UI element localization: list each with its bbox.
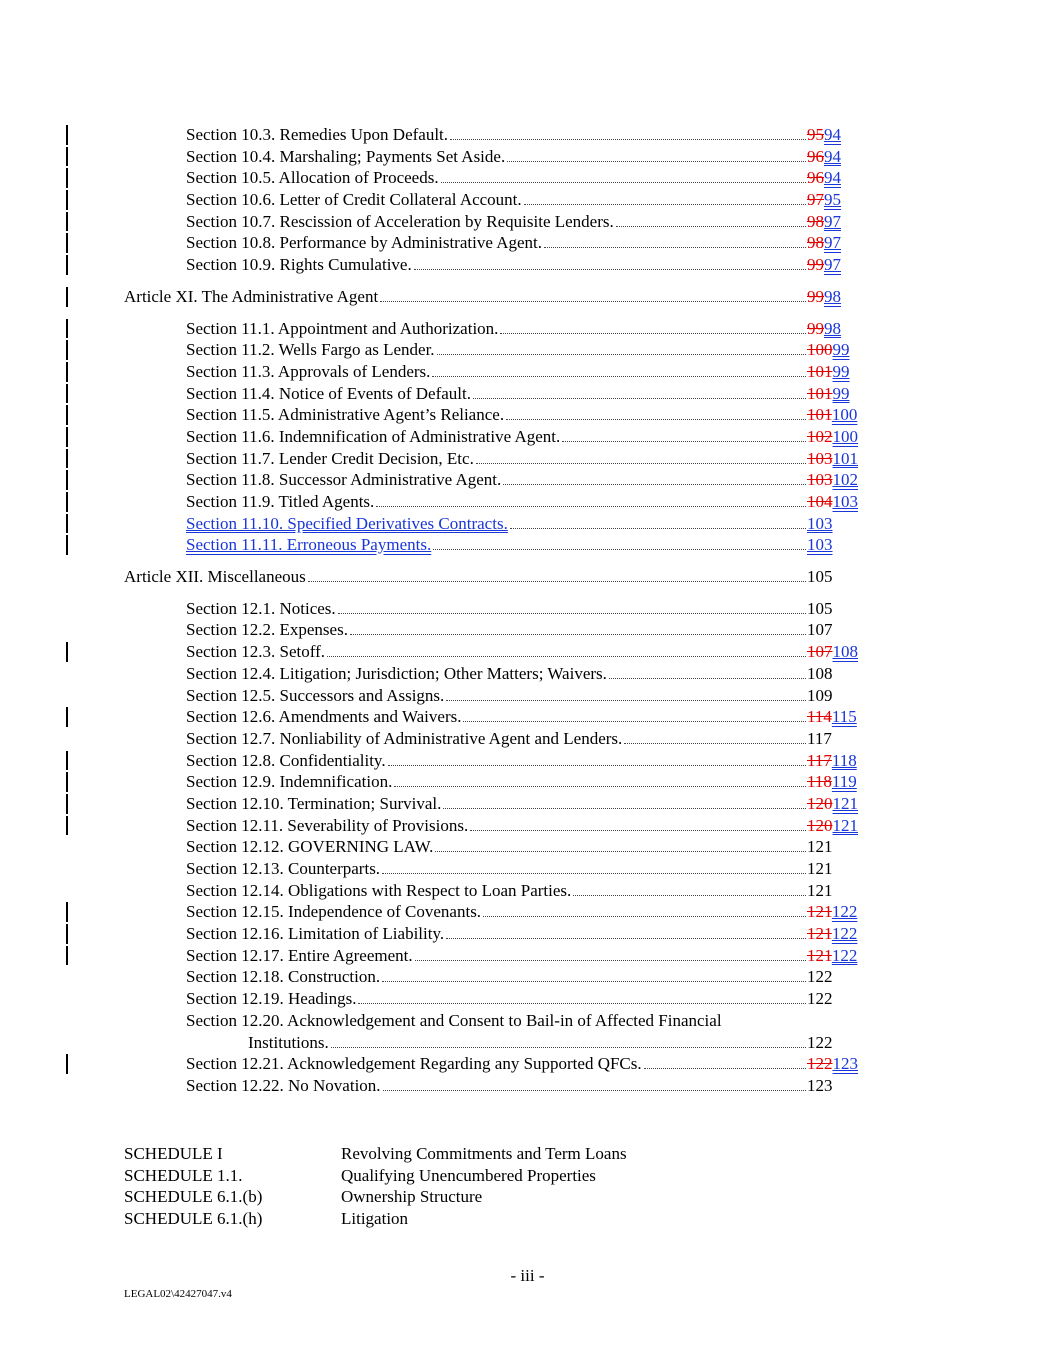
dot-leader	[443, 808, 806, 809]
inserted-page-number: 99	[832, 340, 850, 360]
dot-leader	[473, 398, 806, 399]
toc-section-row[interactable]	[0, 836, 1055, 858]
deleted-page-number: 96	[807, 146, 824, 166]
toc-entry-label: Section 10.8. Performance by Administrative Agent.	[186, 233, 542, 253]
toc-section-row[interactable]	[0, 1010, 1055, 1053]
change-bar	[66, 427, 68, 447]
toc-entry-label: Section 12.19. Headings.	[186, 989, 357, 1009]
change-bar	[66, 405, 68, 425]
toc-article-row[interactable]	[0, 566, 1055, 588]
schedule-code: SCHEDULE 6.1.(h)	[124, 1209, 263, 1229]
toc-page-number	[807, 793, 858, 815]
inserted-page-number: 94	[824, 146, 841, 166]
toc-entry-label: Section 10.5. Allocation of Proceeds.	[186, 168, 439, 188]
dot-leader	[382, 873, 806, 874]
change-bar	[66, 772, 68, 792]
toc-entry-label: Section 11.9. Titled Agents.	[186, 492, 375, 511]
inserted-page-number: 122	[831, 902, 858, 922]
change-bar	[66, 492, 68, 512]
toc-page-number	[807, 448, 858, 470]
toc-section-row[interactable]	[0, 771, 1055, 793]
change-bar	[66, 470, 68, 490]
toc-entry-label: Section 12.6. Amendments and Waivers.	[186, 707, 462, 727]
dot-leader	[450, 139, 806, 140]
toc-entry-label: Section 12.4. Litigation; Jurisdiction; Other Matters; Waivers.	[186, 663, 607, 683]
change-bar	[66, 946, 68, 966]
toc-page-number	[807, 426, 858, 448]
document-id: LEGAL02\42427047.v4	[124, 1288, 232, 1300]
toc-entry-label: Section 11.11. Erroneous Payments.	[186, 535, 432, 555]
schedule-row	[124, 1186, 824, 1208]
dot-leader	[388, 765, 806, 766]
toc-section-row[interactable]	[0, 750, 1055, 772]
change-bar	[66, 1054, 68, 1074]
dot-leader	[394, 786, 806, 787]
toc-section-row[interactable]	[0, 339, 1055, 361]
schedule-row	[124, 1208, 824, 1230]
toc-entry-label: Section 12.3. Setoff.	[186, 642, 325, 662]
change-bar	[66, 340, 68, 360]
change-bar	[66, 642, 68, 662]
inserted-page-number: 97	[824, 255, 841, 275]
toc-page-number	[807, 232, 841, 254]
toc-page-number	[807, 491, 858, 513]
deleted-page-number: 96	[807, 168, 824, 188]
dot-leader	[507, 161, 806, 162]
deleted-page-number: 103	[807, 448, 833, 468]
deleted-page-number: 118	[807, 772, 832, 792]
schedule-desc: Qualifying Unencumbered Properties	[341, 1165, 596, 1185]
toc-entry-label: Section 12.14. Obligations with Respect to Loan Parties.	[186, 880, 572, 900]
deleted-page-number: 114	[807, 707, 832, 727]
dot-leader	[383, 1090, 806, 1091]
toc-entry-label: Section 10.6. Letter of Credit Collateral Account.	[186, 190, 522, 210]
toc-article-row[interactable]	[0, 286, 1055, 308]
dot-leader	[644, 1068, 806, 1069]
toc-section-row[interactable]	[0, 491, 1055, 513]
toc-entry-label: Section 10.9. Rights Cumulative.	[186, 255, 412, 275]
toc-section-row[interactable]	[0, 966, 1055, 988]
toc-page-number	[807, 1053, 858, 1075]
toc-section-row[interactable]	[0, 513, 1055, 535]
toc-entry-label: Section 10.4. Marshaling; Payments Set Aside.	[186, 146, 506, 166]
toc-section-row[interactable]	[0, 448, 1055, 470]
inserted-page-number: 99	[832, 383, 850, 403]
deleted-page-number: 97	[807, 190, 824, 210]
dot-leader	[358, 1003, 806, 1004]
change-bar	[66, 168, 68, 188]
schedule-row	[124, 1143, 824, 1165]
toc-page-number	[807, 189, 841, 211]
dot-leader	[524, 204, 806, 205]
toc-entry-label: Section 12.22. No Novation.	[186, 1075, 381, 1095]
dot-leader	[446, 700, 806, 701]
dot-leader	[503, 484, 806, 485]
change-bar	[66, 125, 68, 145]
toc-page-number	[807, 211, 841, 233]
dot-leader	[376, 506, 806, 507]
toc-page-number	[807, 815, 858, 837]
toc-entry-label: Section 11.1. Appointment and Authorization.	[186, 318, 499, 338]
toc-page-number: 121	[807, 880, 833, 900]
toc-page-number	[807, 286, 841, 308]
toc-entry-label: Article XII. Miscellaneous	[124, 567, 306, 587]
change-bar	[66, 816, 68, 836]
toc-entry-label: Section 12.17. Entire Agreement.	[186, 945, 413, 965]
toc-section-row[interactable]	[0, 880, 1055, 902]
dot-leader	[476, 463, 806, 464]
deleted-page-number: 99	[807, 318, 824, 338]
toc-entry-label: Section 12.9. Indemnification.	[186, 772, 393, 792]
inserted-page-number: 100	[832, 426, 858, 446]
change-bar	[66, 794, 68, 814]
change-bar	[66, 384, 68, 404]
inserted-page-number: 98	[824, 286, 841, 306]
toc-page-number: 109	[807, 685, 833, 705]
toc-page-number	[807, 750, 857, 772]
deleted-page-number: 120	[807, 815, 833, 835]
dot-leader	[506, 419, 806, 420]
toc-section-row[interactable]	[0, 426, 1055, 448]
dot-leader	[510, 528, 806, 529]
toc-page-number: 122	[807, 967, 833, 987]
toc-section-row[interactable]	[0, 469, 1055, 491]
dot-leader	[609, 678, 806, 679]
toc-entry-label: Section 12.5. Successors and Assigns.	[186, 685, 445, 705]
toc-entry-label: Section 11.4. Notice of Events of Default.	[186, 383, 471, 403]
dot-leader	[433, 549, 806, 550]
deleted-page-number: 103	[807, 470, 833, 490]
toc-page-number	[807, 318, 841, 340]
dot-leader	[500, 333, 806, 334]
toc-section-row[interactable]	[0, 534, 1055, 556]
inserted-page-number: 121	[832, 793, 858, 813]
toc-section-row[interactable]	[0, 361, 1055, 383]
deleted-page-number: 100	[807, 340, 833, 360]
inserted-page-number: 97	[824, 211, 841, 231]
toc-section-row[interactable]	[0, 663, 1055, 685]
dot-leader	[338, 613, 806, 614]
toc-page-number: 123	[807, 1075, 833, 1095]
toc-page-number	[807, 404, 857, 426]
deleted-page-number: 98	[807, 233, 824, 253]
dot-leader	[483, 916, 806, 917]
inserted-page-number: 121	[832, 815, 858, 835]
dot-leader	[415, 960, 806, 961]
toc-page-number: 121	[807, 837, 833, 857]
dot-leader	[544, 247, 806, 248]
toc-section-row[interactable]	[0, 793, 1055, 815]
dot-leader	[437, 354, 806, 355]
toc-page-number	[807, 771, 857, 793]
toc-entry-label: Section 11.3. Approvals of Lenders.	[186, 361, 431, 381]
inserted-page-number: 97	[824, 233, 841, 253]
toc-entry-label: Section 10.3. Remedies Upon Default.	[186, 125, 449, 144]
inserted-page-number: 100	[831, 405, 858, 425]
dot-leader	[463, 721, 806, 722]
inserted-page-number: 119	[831, 772, 857, 792]
schedule-code: SCHEDULE 1.1.	[124, 1165, 243, 1185]
change-bar	[66, 924, 68, 944]
toc-entry-label: Section 11.5. Administrative Agent’s Reliance.	[186, 405, 505, 425]
toc-page-number	[807, 383, 850, 405]
toc-entry-label: Section 12.18. Construction.	[186, 967, 381, 987]
toc-page-number: 122	[807, 989, 833, 1009]
schedule-desc: Litigation	[341, 1209, 409, 1229]
dot-leader	[350, 634, 806, 635]
change-bar	[66, 212, 68, 232]
toc-section-row[interactable]	[0, 901, 1055, 923]
toc-page-number	[807, 146, 841, 168]
deleted-page-number: 101	[807, 405, 832, 425]
toc-section-row[interactable]	[0, 706, 1055, 728]
toc-entry-label: Section 12.16. Limitation of Liability.	[186, 924, 445, 944]
toc-entry-label-continued: Institutions.	[248, 1032, 329, 1052]
toc-entry-label: Section 12.7. Nonliability of Administrative Agent and Lenders.	[186, 728, 623, 748]
deleted-page-number: 101	[807, 383, 833, 403]
toc-section-row[interactable]	[0, 728, 1055, 750]
toc-section-row[interactable]	[0, 815, 1055, 837]
change-bar	[66, 190, 68, 210]
change-bar	[66, 147, 68, 167]
dot-leader	[308, 581, 806, 582]
toc-page-number	[807, 923, 857, 945]
toc-entry-label: Section 10.7. Rescission of Acceleration by Requisite Lenders.	[186, 211, 614, 231]
deleted-page-number: 107	[807, 642, 833, 662]
schedule-desc: Revolving Commitments and Term Loans	[341, 1144, 627, 1163]
toc-section-row[interactable]	[0, 232, 1055, 254]
toc-entry-label: Section 12.2. Expenses.	[186, 620, 348, 640]
deleted-page-number: 101	[807, 361, 833, 381]
inserted-page-number: 95	[824, 190, 841, 210]
toc-page-number	[807, 469, 858, 491]
page-number: - iii -	[510, 1266, 545, 1285]
toc-page-number	[807, 339, 850, 361]
schedule-code: SCHEDULE 6.1.(b)	[124, 1187, 263, 1207]
toc-page-number: 107	[807, 620, 833, 640]
toc-page-number	[807, 254, 841, 276]
change-bar	[66, 319, 68, 339]
toc-section-row[interactable]	[0, 146, 1055, 168]
dot-leader	[432, 376, 806, 377]
toc-section-row[interactable]	[0, 598, 1055, 620]
toc-page-number	[807, 361, 850, 383]
toc-entry-label: Article XI. The Administrative Agent	[124, 286, 379, 306]
change-bar	[66, 255, 68, 275]
toc-entry-label: Section 12.11. Severability of Provisions.	[186, 815, 469, 835]
toc-entry-label: Section 12.21. Acknowledgement Regarding any Supported QFCs.	[186, 1054, 642, 1074]
toc-page-number	[807, 901, 857, 923]
deleted-page-number: 98	[807, 211, 824, 231]
toc-page-number: 105	[807, 567, 833, 587]
change-bar	[66, 902, 68, 922]
toc-entry-label: Section 12.12. GOVERNING LAW.	[186, 837, 434, 857]
toc-section-row[interactable]	[0, 1075, 1055, 1097]
inserted-page-number: 103	[832, 492, 858, 511]
dot-leader	[446, 938, 806, 939]
dot-leader	[435, 851, 806, 852]
change-bar	[66, 751, 68, 771]
toc-entry-label: Section 12.15. Independence of Covenants.	[186, 902, 482, 922]
toc-page-number	[807, 945, 857, 967]
inserted-page-number: 98	[824, 318, 841, 338]
inserted-page-number: 122	[831, 924, 858, 944]
inserted-page-number: 118	[831, 750, 857, 770]
toc-section-row[interactable]	[0, 254, 1055, 276]
toc-page-number: 103	[807, 513, 833, 533]
change-bar	[66, 287, 68, 307]
toc-page-number: 122	[807, 1032, 833, 1052]
deleted-page-number: 99	[807, 286, 824, 306]
deleted-page-number: 102	[807, 426, 833, 446]
inserted-page-number: 94	[824, 168, 841, 188]
inserted-page-number: 102	[832, 470, 858, 490]
toc-entry-label: Section 12.1. Notices.	[186, 598, 336, 618]
toc-page-number: 105	[807, 598, 833, 618]
toc-page-number	[807, 124, 841, 146]
dot-leader	[441, 182, 806, 183]
toc-section-row[interactable]	[0, 1053, 1055, 1075]
toc-entry-label: Section 12.13. Counterparts.	[186, 859, 381, 878]
toc-entry-label: Section 11.8. Successor Administrative Agent.	[186, 470, 502, 490]
deleted-page-number: 121	[807, 924, 832, 944]
toc-section-row[interactable]	[0, 945, 1055, 967]
toc-page-number: 108	[807, 663, 833, 683]
inserted-page-number: 108	[832, 642, 858, 662]
inserted-page-number: 101	[832, 448, 858, 468]
toc-section-row[interactable]	[0, 211, 1055, 233]
dot-leader	[573, 895, 806, 896]
inserted-page-number: 94	[824, 125, 841, 144]
toc-section-row[interactable]	[0, 988, 1055, 1010]
toc-entry-label: Section 11.6. Indemnification of Administrative Agent.	[186, 426, 561, 446]
deleted-page-number: 95	[807, 125, 824, 144]
dot-leader	[616, 226, 806, 227]
schedule-row	[124, 1165, 824, 1187]
change-bar	[66, 233, 68, 253]
toc-section-row[interactable]	[0, 858, 1055, 880]
deleted-page-number: 122	[807, 1054, 833, 1074]
change-bar	[66, 535, 68, 555]
toc-page-number: 121	[807, 859, 833, 878]
deleted-page-number: 120	[807, 793, 833, 813]
toc-page-number	[807, 641, 858, 663]
deleted-page-number: 99	[807, 255, 824, 275]
dot-leader	[470, 830, 806, 831]
toc-section-row[interactable]	[0, 167, 1055, 189]
inserted-page-number: 123	[832, 1054, 858, 1074]
toc-section-row[interactable]	[0, 189, 1055, 211]
deleted-page-number: 121	[807, 945, 832, 965]
dot-leader	[562, 441, 806, 442]
toc-page-number: 103	[807, 535, 833, 555]
schedules-list	[124, 1143, 824, 1230]
toc-entry-label: Section 11.2. Wells Fargo as Lender.	[186, 340, 435, 360]
toc-entry-label: Section 12.8. Confidentiality.	[186, 750, 386, 770]
toc-section-row[interactable]	[0, 404, 1055, 426]
dot-leader	[327, 656, 806, 657]
change-bar	[66, 449, 68, 469]
dot-leader	[624, 743, 806, 744]
toc-section-row[interactable]	[0, 641, 1055, 663]
toc-section-row[interactable]	[0, 383, 1055, 405]
toc-page-number: 117	[807, 728, 832, 748]
change-bar	[66, 707, 68, 727]
dot-leader	[382, 981, 806, 982]
deleted-page-number: 121	[807, 902, 832, 922]
toc-entry-label: Section 11.7. Lender Credit Decision, Etc.	[186, 448, 474, 468]
toc-section-row[interactable]	[0, 318, 1055, 340]
toc-entry-label: Section 12.10. Termination; Survival.	[186, 793, 442, 813]
toc-section-row[interactable]	[0, 923, 1055, 945]
change-bar	[66, 362, 68, 382]
inserted-page-number: 122	[831, 945, 858, 965]
toc-entry-label: Section 11.10. Specified Derivatives Contracts.	[186, 513, 508, 533]
schedule-code: SCHEDULE I	[124, 1144, 223, 1163]
inserted-page-number: 115	[831, 707, 857, 727]
deleted-page-number: 104	[807, 492, 833, 511]
dot-leader	[331, 1047, 806, 1048]
change-bar	[66, 514, 68, 534]
toc-entry-label: Section 12.20. Acknowledgement and Consent to Bail-in of Affected Financial	[186, 1010, 722, 1030]
toc-section-row[interactable]	[0, 619, 1055, 641]
schedule-desc: Ownership Structure	[341, 1187, 483, 1207]
table-of-contents	[0, 124, 1055, 1097]
dot-leader	[380, 301, 806, 302]
inserted-page-number: 99	[832, 361, 850, 381]
toc-section-row[interactable]	[0, 685, 1055, 707]
deleted-page-number: 117	[807, 750, 832, 770]
toc-section-row[interactable]	[0, 124, 1055, 146]
toc-page-number	[807, 167, 841, 189]
dot-leader	[414, 269, 806, 270]
toc-page-number	[807, 706, 857, 728]
